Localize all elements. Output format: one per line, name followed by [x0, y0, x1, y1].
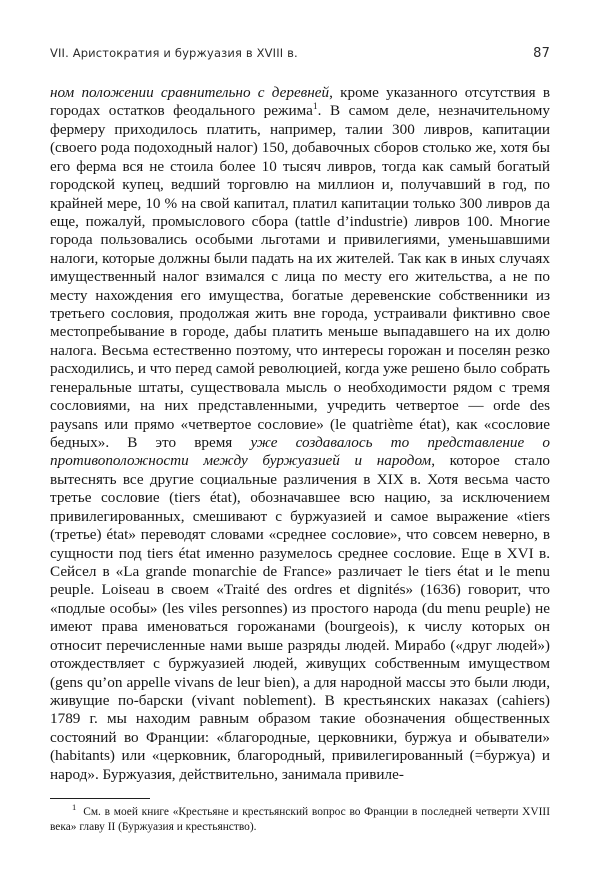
footnote-body: См. в моей книге «Крестьяне и крестьянский вопрос во Франции в последней четверти XVIII века» главу II (Буржуазия и крестьянство). [50, 806, 550, 833]
body-segment-roman-1: , кроме указанного отсутствия в городах остатков феодального режима [50, 84, 550, 120]
body-segment-italic-opening: ном положении сравнительно с деревней [50, 84, 330, 101]
body-segment-roman-2: . В самом деле, незначительному фермеру приходилось платить, например, талии 300 ливров, капитации (своего рода подоходный налог) 150, добавочных сборов столько же, хотя бы его ферма вся не стоила более 10 тысяч ливров, тогда как самый богатый городской купец, ведший торговлю на миллион и, получавший в год, по крайней мере, 10 % на свой капитал, платил капитации только 300 ливров да еще, пожалуй, промыслового сбора (tattle d’industrie) ливров 100. Многие города пользовались особыми льготами и привилегиями, уменьшавшими налоги, которые должны были падать на их жителей. Так как в иных случаях имущественный налог взимался с лица по месту его жительства, а не по месту нахождения его имущества, богатые деревенские собственники из третьего сословия, продолжая жить вне города, устраивали фиктивно свое местопребывание в городе, дабы платить меньше выпадавшего на их долю налога. Весьма естественно поэтому, что интересы горожан и поселян резко расходились, и что перед самой революцией, когда уже решено было собрать генеральные штаты, существовала мысль о необходимости рядом с тремя сословиями, на них представленными, учредить четвертое — orde des paysans или прямо «четвертое сословие» (le quatrième état), как «сословие бедных». В это время [50, 102, 550, 452]
body-segment-italic-emphasis: уже создавалось то представление о противоположности между буржуазией и народом [50, 434, 550, 470]
body-paragraph [50, 84, 550, 784]
body-segment-roman-3: , которое стало вытеснять все другие социальные различения в XIX в. Хотя весьма часто третье сословие (tiers état), обозначавшее всю нацию, за исключением привилегированных, смешивают с буржуазией и самое выражение «tiers (третье) état» переводят словами «среднее сословие», что совсем неверно, в сущности под tiers état именно разумелось среднее сословие. Еще в XVI в. Сейсел в «La grande monarchie de France» различает le tiers état и le menu peuple. Loiseau в своем «Traité des ordres et dignités» (1636) говорит, что «подлые особы» (les viles personnes) из простого народа (du menu peuple) не имеют права именоваться горожанами (bourgeois), к числу которых он относит перечисленные нами выше разряды людей. Мирабо («друг людей») отождествляет с буржуазией людей, живущих собственным имуществом (gens qu’on appelle vivans de leur bien), а для народной массы это были люди, живущие по-барски (vivant noblement). В крестьянских наказах (cahiers) 1789 г. мы находим равным образом такие обозначения общественных состояний во Франции: «благородные, церковники, буржуа и обыватели» (habitants) или «церковник, благородный, привилегированный (=буржуа) и народ». Буржуазия, действительно, занимала привиле- [50, 452, 550, 783]
footnote-zone [50, 798, 550, 834]
running-head-chapter-title: VII. Аристократия и буржуазия в XVIII в. [50, 46, 298, 60]
footnote-separator-rule [50, 798, 150, 799]
body-text-column [50, 84, 550, 784]
footnote-reference-marker[interactable]: 1 [312, 102, 318, 113]
page-number: 87 [533, 46, 550, 61]
footnote-number: 1 [72, 802, 77, 813]
footnote-entry [50, 802, 550, 834]
running-head [50, 46, 550, 64]
